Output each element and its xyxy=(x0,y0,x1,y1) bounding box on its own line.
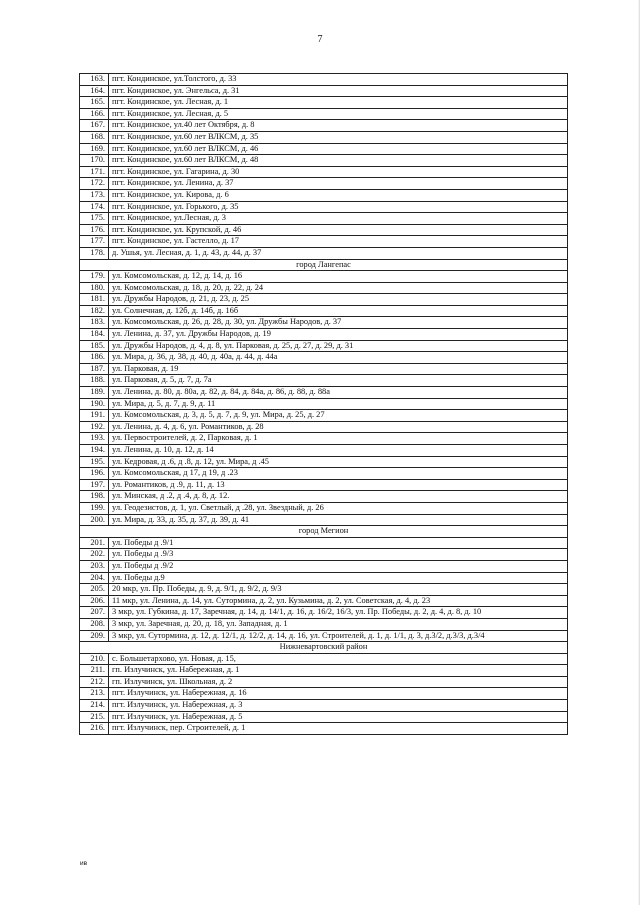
table-row xyxy=(80,97,568,109)
row-number: 195. xyxy=(80,456,109,468)
table-row xyxy=(80,201,568,213)
table-row xyxy=(80,537,568,549)
table-row xyxy=(80,456,568,468)
row-address: ул. Комсомольская, д. 26, д. 28, д. 30, ул. Дружбы Народов, д. 37 xyxy=(109,317,568,329)
table-row xyxy=(80,375,568,387)
row-number: 174. xyxy=(80,201,109,213)
row-address: пгт. Кондинское, ул. Гастелло, д. 17 xyxy=(109,236,568,248)
table-row xyxy=(80,723,568,735)
row-number: 198. xyxy=(80,491,109,503)
row-address: гп. Излучинск, ул. Школьная, д. 2 xyxy=(109,676,568,688)
row-number: 190. xyxy=(80,398,109,410)
address-table xyxy=(79,73,568,735)
row-number: 203. xyxy=(80,560,109,572)
row-address: пгт. Кондинское, ул.60 лет ВЛКСМ, д. 35 xyxy=(109,131,568,143)
row-address: ул. Первостроителей, д. 2, Парковая, д. 1 xyxy=(109,433,568,445)
row-number: 177. xyxy=(80,236,109,248)
table-row xyxy=(80,155,568,167)
table-row xyxy=(80,398,568,410)
row-number: 213. xyxy=(80,688,109,700)
row-address: ул. Ленина, д. 80, д. 80а, д. 82, д. 84, д. 84а, д. 86, д. 88, д. 88а xyxy=(109,387,568,399)
table-row xyxy=(80,421,568,433)
row-number: 201. xyxy=(80,537,109,549)
row-number: 208. xyxy=(80,618,109,630)
row-address: пгт. Излучинск, пер. Строителей, д. 1 xyxy=(109,723,568,735)
table-row xyxy=(80,502,568,514)
row-address: пгт. Кондинское, ул. Лесная, д. 1 xyxy=(109,97,568,109)
row-number: 206. xyxy=(80,595,109,607)
table-row xyxy=(80,491,568,503)
row-address: пгт. Кондинское, ул. Ленина, д. 37 xyxy=(109,178,568,190)
row-number: 163. xyxy=(80,74,109,86)
row-address: ул. Мира, д. 36, д. 38, д. 40, д. 40а, д. 44, д. 44а xyxy=(109,352,568,364)
row-address: гп. Излучинск, ул. Набережная, д. 1 xyxy=(109,665,568,677)
row-number: 199. xyxy=(80,502,109,514)
row-address: ул. Мира, д. 5, д. 7, д. 9, д. 11 xyxy=(109,398,568,410)
table-row xyxy=(80,572,568,584)
row-address: ул. Мира, д. 33, д. 35, д. 37, д. 39, д. 41 xyxy=(109,514,568,526)
row-number: 182. xyxy=(80,305,109,317)
table-row xyxy=(80,178,568,190)
section-header-row xyxy=(80,642,568,654)
table-row xyxy=(80,74,568,86)
section-title: город Мегион xyxy=(80,526,568,538)
table-row xyxy=(80,468,568,480)
row-address: пгт. Излучинск, ул. Набережная, д. 3 xyxy=(109,700,568,712)
row-number: 186. xyxy=(80,352,109,364)
table-row xyxy=(80,85,568,97)
row-number: 180. xyxy=(80,282,109,294)
row-address: 20 мкр, ул. Пр. Победы, д. 9, д. 9/1, д. 9/2, д. 9/3 xyxy=(109,584,568,596)
row-address: пгт. Излучинск, ул. Набережная, д. 16 xyxy=(109,688,568,700)
table-row xyxy=(80,676,568,688)
table-row xyxy=(80,143,568,155)
row-number: 193. xyxy=(80,433,109,445)
row-address: ул. Комсомольская, д 17, д 19, д .23 xyxy=(109,468,568,480)
table-row xyxy=(80,340,568,352)
row-number: 210. xyxy=(80,653,109,665)
row-number: 169. xyxy=(80,143,109,155)
row-number: 179. xyxy=(80,271,109,283)
section-title: Нижневартовский район xyxy=(80,642,568,654)
row-address: пгт. Излучинск, ул. Набережная, д. 5 xyxy=(109,711,568,723)
row-address: ул. Победы д .9/1 xyxy=(109,537,568,549)
row-number: 212. xyxy=(80,676,109,688)
row-number: 204. xyxy=(80,572,109,584)
table-row xyxy=(80,665,568,677)
row-address: 3 мкр, ул. Сутормина, д. 12, д. 12/1, д. 12/2, д. 14, д. 16, ул. Строителей, д. 1, д. 1/1, д. 3, д.3/2, д.3/3, д.3/4 xyxy=(109,630,568,642)
row-address: ул. Парковая, д. 19 xyxy=(109,363,568,375)
row-address: ул. Ленина, д. 37, ул. Дружбы Народов, д. 19 xyxy=(109,329,568,341)
row-number: 192. xyxy=(80,421,109,433)
table-row xyxy=(80,363,568,375)
table-row xyxy=(80,282,568,294)
page-number: 7 xyxy=(317,34,323,45)
row-address: пгт. Кондинское, ул. Лесная, д. 5 xyxy=(109,108,568,120)
row-number: 196. xyxy=(80,468,109,480)
row-number: 214. xyxy=(80,700,109,712)
table-row xyxy=(80,410,568,422)
row-address: д. Ушья, ул. Лесная, д. 1, д. 43, д. 44, д. 37 xyxy=(109,247,568,259)
row-number: 178. xyxy=(80,247,109,259)
table-row xyxy=(80,433,568,445)
table-row xyxy=(80,236,568,248)
row-address: ул. Романтиков, д .9, д. 11, д. 13 xyxy=(109,479,568,491)
table-row xyxy=(80,549,568,561)
row-address: ул. Комсомольская, д. 3, д. 5, д. 7, д. 9, ул. Мира, д. 25, д. 27 xyxy=(109,410,568,422)
row-number: 200. xyxy=(80,514,109,526)
row-address: пгт. Кондинское, ул. Крупской, д. 46 xyxy=(109,224,568,236)
section-header-row xyxy=(80,259,568,271)
row-number: 184. xyxy=(80,329,109,341)
table-row xyxy=(80,108,568,120)
row-address: пгт. Кондинское, ул. Кирова, д. 6 xyxy=(109,189,568,201)
row-address: ул. Геодезистов, д. 1, ул. Светлый, д .28, ул. Звездный, д. 26 xyxy=(109,502,568,514)
row-address: ул. Победы д .9/3 xyxy=(109,549,568,561)
row-address: ул. Дружбы Народов, д. 4, д. 8, ул. Парковая, д. 25, д. 27, д. 29, д. 31 xyxy=(109,340,568,352)
table-row xyxy=(80,630,568,642)
row-address: пгт. Кондинское, ул. Энгельса, д. 31 xyxy=(109,85,568,97)
table-row xyxy=(80,584,568,596)
row-address: пгт. Кондинское, ул. Горького, д. 35 xyxy=(109,201,568,213)
row-address: 11 мкр, ул. Ленина, д. 14, ул. Сутормина, д. 2, ул. Кузьмина, д. 2, ул. Советская, д. 4, д. 23 xyxy=(109,595,568,607)
row-address: ул. Ленина, д. 10, д. 12, д. 14 xyxy=(109,445,568,457)
row-number: 202. xyxy=(80,549,109,561)
row-address: ул. Победы д .9/2 xyxy=(109,560,568,572)
row-number: 207. xyxy=(80,607,109,619)
table-row xyxy=(80,700,568,712)
row-number: 197. xyxy=(80,479,109,491)
table-row xyxy=(80,189,568,201)
row-address: ул. Минская, д .2, д .4, д. 8, д. 12. xyxy=(109,491,568,503)
table-row xyxy=(80,224,568,236)
table-row xyxy=(80,653,568,665)
row-number: 209. xyxy=(80,630,109,642)
row-number: 194. xyxy=(80,445,109,457)
table-row xyxy=(80,445,568,457)
row-number: 171. xyxy=(80,166,109,178)
row-number: 181. xyxy=(80,294,109,306)
row-number: 165. xyxy=(80,97,109,109)
row-number: 183. xyxy=(80,317,109,329)
row-address: ул. Победы д.9 xyxy=(109,572,568,584)
row-number: 215. xyxy=(80,711,109,723)
table-row xyxy=(80,166,568,178)
table-row xyxy=(80,479,568,491)
footer-mark: ив xyxy=(80,860,88,867)
row-address: пгт. Кондинское, ул.60 лет ВЛКСМ, д. 46 xyxy=(109,143,568,155)
section-header-row xyxy=(80,526,568,538)
row-number: 167. xyxy=(80,120,109,132)
table-row xyxy=(80,618,568,630)
table-row xyxy=(80,294,568,306)
row-number: 211. xyxy=(80,665,109,677)
table-row xyxy=(80,271,568,283)
address-table-body xyxy=(80,74,568,735)
row-number: 164. xyxy=(80,85,109,97)
row-number: 189. xyxy=(80,387,109,399)
row-number: 216. xyxy=(80,723,109,735)
row-number: 187. xyxy=(80,363,109,375)
table-row xyxy=(80,329,568,341)
row-address: ул. Дружбы Народов, д. 21, д. 23, д. 25 xyxy=(109,294,568,306)
table-row xyxy=(80,317,568,329)
row-number: 188. xyxy=(80,375,109,387)
row-number: 205. xyxy=(80,584,109,596)
row-number: 173. xyxy=(80,189,109,201)
table-row xyxy=(80,213,568,225)
table-row xyxy=(80,688,568,700)
row-address: пгт. Кондинское, ул.40 лет Октября, д. 8 xyxy=(109,120,568,132)
row-address: 3 мкр, ул. Губкина, д. 17, Заречная, д. 14, д. 14/1, д. 16, д. 16/2, 16/3, ул. Пр. Победы, д. 2, д. 4, д. 8, д. 10 xyxy=(109,607,568,619)
row-address: ул. Ленина, д. 4, д. 6, ул. Романтиков, д. 28 xyxy=(109,421,568,433)
table-row xyxy=(80,387,568,399)
table-row xyxy=(80,607,568,619)
table-row xyxy=(80,711,568,723)
table-row xyxy=(80,305,568,317)
row-address: пгт. Кондинское, ул.Толстого, д. 33 xyxy=(109,74,568,86)
row-address: с. Большетархово, ул. Новая, д. 15, xyxy=(109,653,568,665)
table-row xyxy=(80,514,568,526)
section-title: город Лангепас xyxy=(80,259,568,271)
row-address: ул. Парковая, д. 5, д. 7, д. 7а xyxy=(109,375,568,387)
table-row xyxy=(80,247,568,259)
table-row xyxy=(80,352,568,364)
row-number: 175. xyxy=(80,213,109,225)
row-number: 172. xyxy=(80,178,109,190)
row-number: 168. xyxy=(80,131,109,143)
row-address: ул. Солнечная, д. 12б, д. 14б, д. 16б xyxy=(109,305,568,317)
row-address: 3 мкр, ул. Заречная, д. 20, д. 18, ул. Западная, д. 1 xyxy=(109,618,568,630)
row-number: 170. xyxy=(80,155,109,167)
row-address: пгт. Кондинское, ул. Гагарина, д. 30 xyxy=(109,166,568,178)
row-number: 185. xyxy=(80,340,109,352)
table-row xyxy=(80,595,568,607)
row-address: ул. Кедровая, д .6, д .8, д. 12, ул. Мира, д .45 xyxy=(109,456,568,468)
row-number: 176. xyxy=(80,224,109,236)
row-number: 166. xyxy=(80,108,109,120)
row-number: 191. xyxy=(80,410,109,422)
table-row xyxy=(80,560,568,572)
table-row xyxy=(80,120,568,132)
row-address: ул. Комсомольская, д. 18, д. 20, д. 22, д. 24 xyxy=(109,282,568,294)
table-row xyxy=(80,131,568,143)
row-address: пгт. Кондинское, ул.Лесная, д. 3 xyxy=(109,213,568,225)
row-address: пгт. Кондинское, ул.60 лет ВЛКСМ, д. 48 xyxy=(109,155,568,167)
row-address: ул. Комсомольская, д. 12, д. 14, д. 16 xyxy=(109,271,568,283)
